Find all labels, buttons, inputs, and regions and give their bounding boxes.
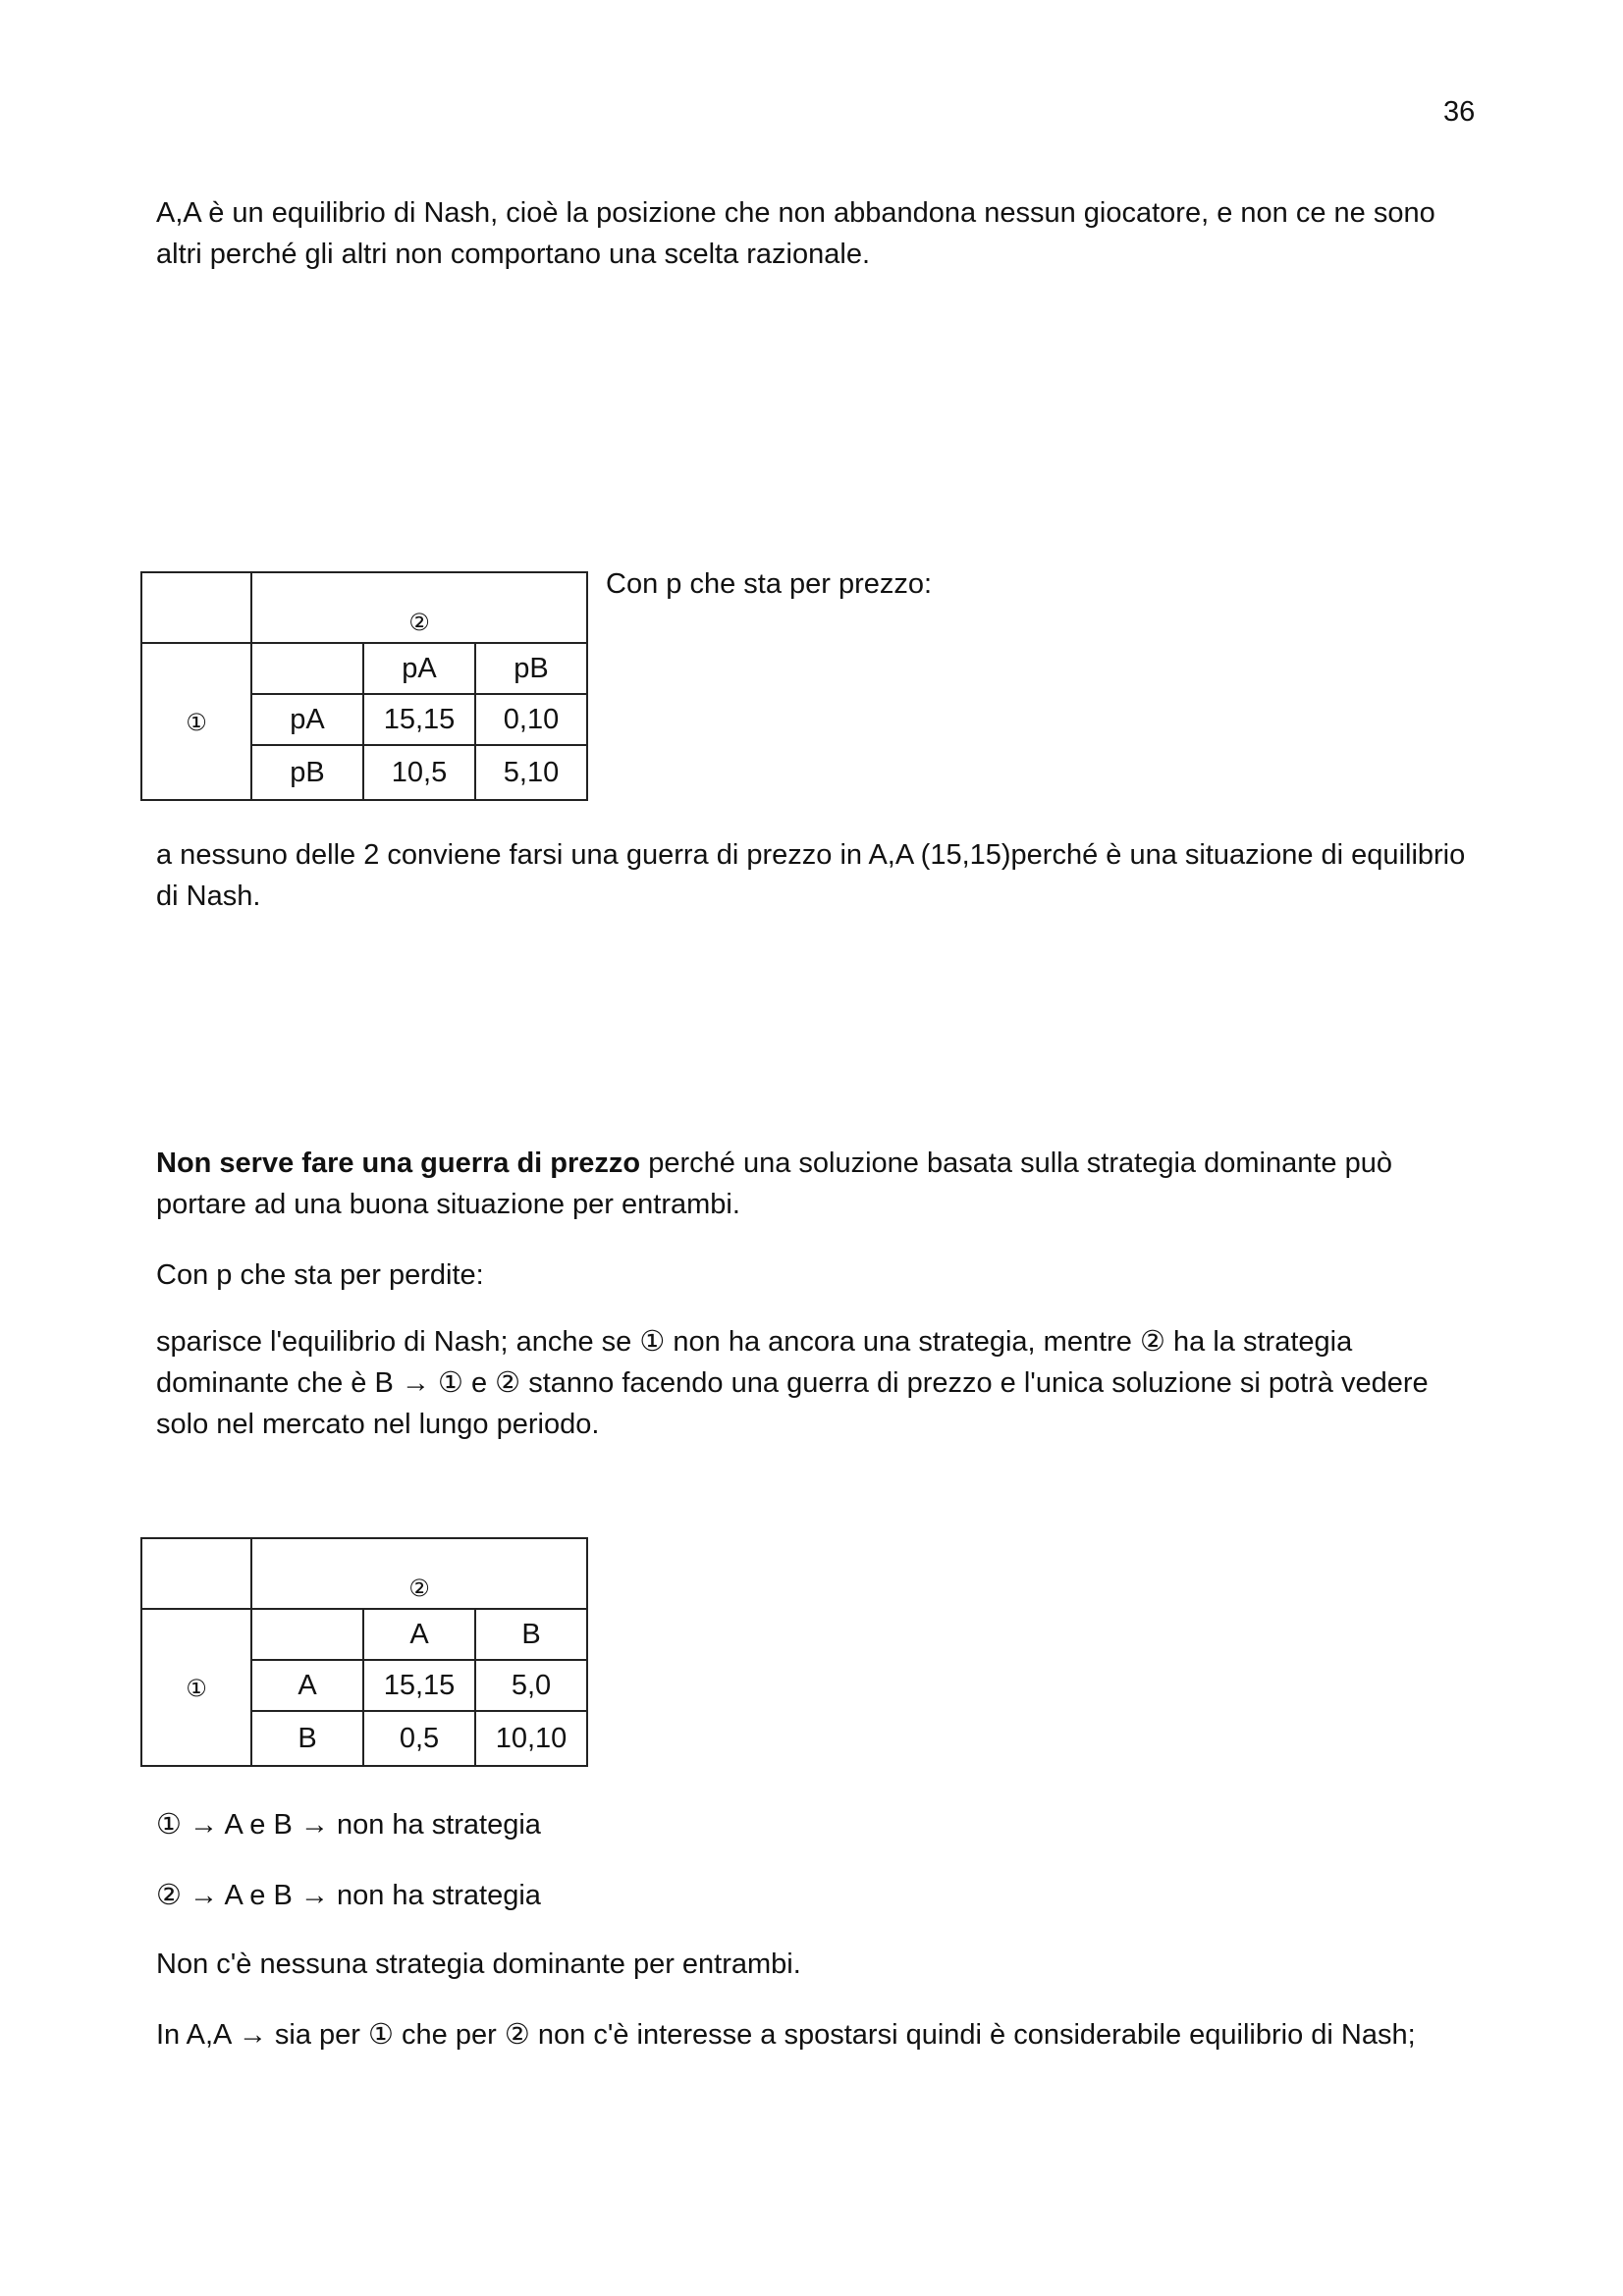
paragraph-no-price-war: a nessuno delle 2 conviene farsi una guerra di prezzo in A,A (15,15)perché è una situazione di equilibrio di Nash. xyxy=(156,839,1466,912)
player-2-label: ② xyxy=(251,1538,587,1609)
payoff-cell: 0,10 xyxy=(475,694,587,745)
payoff-cell: 10,10 xyxy=(475,1711,587,1766)
payoff-matrix-prezzo xyxy=(140,571,588,801)
paragraph-nash-conclusion: In A,A → sia per ① che per ② non c'è interesse a spostarsi quindi è considerabile equilibrio di Nash; xyxy=(156,2019,1416,2051)
payoff-cell: 10,5 xyxy=(363,745,475,800)
page-number: 36 xyxy=(1443,96,1476,128)
row-header: A xyxy=(251,1660,363,1711)
player-2-label: ② xyxy=(251,572,587,643)
paragraph-dominant-strategy xyxy=(156,1143,1482,1225)
payoff-cell: 5,0 xyxy=(475,1660,587,1711)
paragraph-rest: perché una soluzione basata sulla strategia dominante può portare ad una buona situazione per entrambi. xyxy=(156,1148,1392,1220)
empty-cell xyxy=(251,643,363,694)
player-1-label: ① xyxy=(141,643,251,800)
paragraph-player2-no-strategy: ② → A e B → non ha strategia xyxy=(156,1880,541,1911)
col-header: B xyxy=(475,1609,587,1660)
row-header: pB xyxy=(251,745,363,800)
payoff-cell: 5,10 xyxy=(475,745,587,800)
bold-phrase: Non serve fare una guerra di prezzo xyxy=(156,1148,641,1179)
paragraph-nash-disappears: sparisce l'equilibrio di Nash; anche se ① non ha ancora una strategia, mentre ② ha la strategia dominante che è B → ① e ② stanno facendo una guerra di prezzo e l'unica soluzione si potrà vedere solo nel mercato nel lungo periodo. xyxy=(156,1326,1429,1440)
col-header: pB xyxy=(475,643,587,694)
corner-cell xyxy=(141,572,251,643)
aside-note-prezzo: Con p che sta per prezzo: xyxy=(606,568,933,600)
paragraph-perdite-intro: Con p che sta per perdite: xyxy=(156,1259,484,1291)
row-header: B xyxy=(251,1711,363,1766)
paragraph-player1-no-strategy: ① → A e B → non ha strategia xyxy=(156,1809,541,1841)
col-header: pA xyxy=(363,643,475,694)
paragraph-no-dominant: Non c'è nessuna strategia dominante per entrambi. xyxy=(156,1949,801,1980)
payoff-cell: 15,15 xyxy=(363,1660,475,1711)
paragraph-nash-intro: A,A è un equilibrio di Nash, cioè la posizione che non abbandona nessun giocatore, e non ce ne sono altri perché gli altri non comportano una scelta razionale. xyxy=(156,197,1435,270)
payoff-cell: 15,15 xyxy=(363,694,475,745)
row-header: pA xyxy=(251,694,363,745)
corner-cell xyxy=(141,1538,251,1609)
payoff-matrix-perdite xyxy=(140,1537,588,1767)
payoff-cell: 0,5 xyxy=(363,1711,475,1766)
col-header: A xyxy=(363,1609,475,1660)
player-1-label: ① xyxy=(141,1609,251,1766)
empty-cell xyxy=(251,1609,363,1660)
